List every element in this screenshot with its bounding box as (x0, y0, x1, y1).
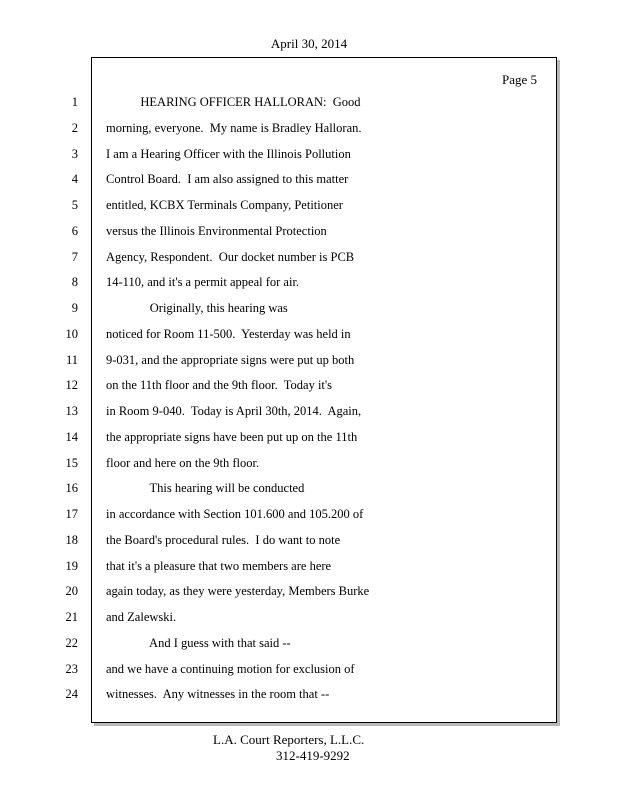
line-number: 24 (65, 687, 78, 702)
transcript-line (0, 167, 618, 193)
line-number: 8 (71, 275, 78, 290)
transcript-line (0, 451, 618, 477)
line-text: Agency, Respondent. Our docket number is PCB (106, 249, 355, 264)
line-text: 14-110, and it's a permit appeal for air. (106, 275, 300, 290)
transcript-line (0, 682, 618, 708)
line-number: 6 (71, 223, 78, 238)
line-text: witnesses. Any witnesses in the room that -- (106, 687, 330, 702)
court-reporter-name: L.A. Court Reporters, L.L.C. (213, 732, 365, 747)
header-date: April 30, 2014 (270, 36, 348, 51)
line-text: HEARING OFFICER HALLORAN: Good (106, 95, 361, 109)
line-text: in Room 9-040. Today is April 30th, 2014. Again, (106, 404, 362, 418)
transcript-line (0, 399, 618, 425)
line-text: on the 11th floor and the 9th floor. Today it's (106, 378, 333, 393)
line-number: 11 (65, 352, 78, 367)
line-text: and we have a continuing motion for exclusion of (106, 661, 355, 676)
line-text: Control Board. I am also assigned to this matter (106, 172, 349, 187)
transcript-line (0, 142, 618, 168)
line-number: 19 (65, 558, 78, 573)
line-number: 22 (65, 635, 78, 650)
line-number: 17 (65, 507, 78, 521)
line-text: And I guess with that said -- (106, 635, 291, 650)
line-text: and Zalewski. (106, 610, 177, 624)
transcript-line (0, 270, 618, 296)
line-text: that it's a pleasure that two members are here (106, 558, 332, 573)
line-number: 20 (65, 584, 78, 599)
transcript-line (0, 245, 618, 271)
line-number: 10 (65, 326, 78, 341)
transcript-line (0, 554, 618, 580)
transcript-line (0, 348, 618, 374)
transcript-line (0, 631, 618, 657)
line-text: entitled, KCBX Terminals Company, Petitioner (106, 198, 343, 212)
line-text: 9-031, and the appropriate signs were put up both (106, 352, 355, 367)
transcript-line (0, 605, 618, 631)
transcript-line (0, 90, 618, 116)
line-text: morning, everyone. My name is Bradley Halloran. (106, 120, 362, 135)
line-text: I am a Hearing Officer with the Illinois Pollution (106, 146, 351, 161)
line-text: Originally, this hearing was (106, 301, 288, 315)
line-number: 2 (71, 120, 78, 135)
transcript-line (0, 425, 618, 451)
line-text: noticed for Room 11-500. Yesterday was held in (106, 326, 351, 341)
line-number: 23 (65, 661, 78, 676)
court-reporter-phone: 312-419-9292 (276, 748, 350, 763)
transcript-line (0, 116, 618, 142)
page-number: Page 5 (502, 72, 538, 87)
line-number: 3 (71, 146, 78, 161)
line-number: 18 (65, 532, 78, 547)
transcript-line (0, 476, 618, 502)
line-number: 13 (65, 404, 78, 418)
line-text: in accordance with Section 101.600 and 105.200 of (106, 507, 364, 521)
transcript-line (0, 322, 618, 348)
line-number: 12 (65, 378, 78, 393)
line-number: 21 (65, 610, 78, 624)
transcript-line (0, 579, 618, 605)
line-text: versus the Illinois Environmental Protection (106, 223, 327, 238)
line-text: floor and here on the 9th floor. (106, 455, 260, 470)
line-text: the Board's procedural rules. I do want to note (106, 532, 341, 547)
line-number: 9 (71, 301, 78, 315)
line-number: 15 (65, 455, 78, 470)
line-text: This hearing will be conducted (106, 481, 305, 496)
transcript-line (0, 219, 618, 245)
line-number: 16 (65, 481, 78, 496)
line-number: 1 (71, 95, 78, 109)
transcript-line (0, 502, 618, 528)
transcript-line (0, 373, 618, 399)
line-text: again today, as they were yesterday, Members Burke (106, 584, 370, 599)
line-number: 14 (65, 429, 78, 444)
transcript-line (0, 657, 618, 683)
line-text: the appropriate signs have been put up on the 11th (106, 429, 358, 444)
transcript-lines (0, 90, 618, 708)
transcript-line (0, 296, 618, 322)
line-number: 5 (71, 198, 78, 212)
transcript-line (0, 193, 618, 219)
line-number: 7 (71, 249, 78, 264)
transcript-line (0, 528, 618, 554)
line-number: 4 (71, 172, 78, 187)
